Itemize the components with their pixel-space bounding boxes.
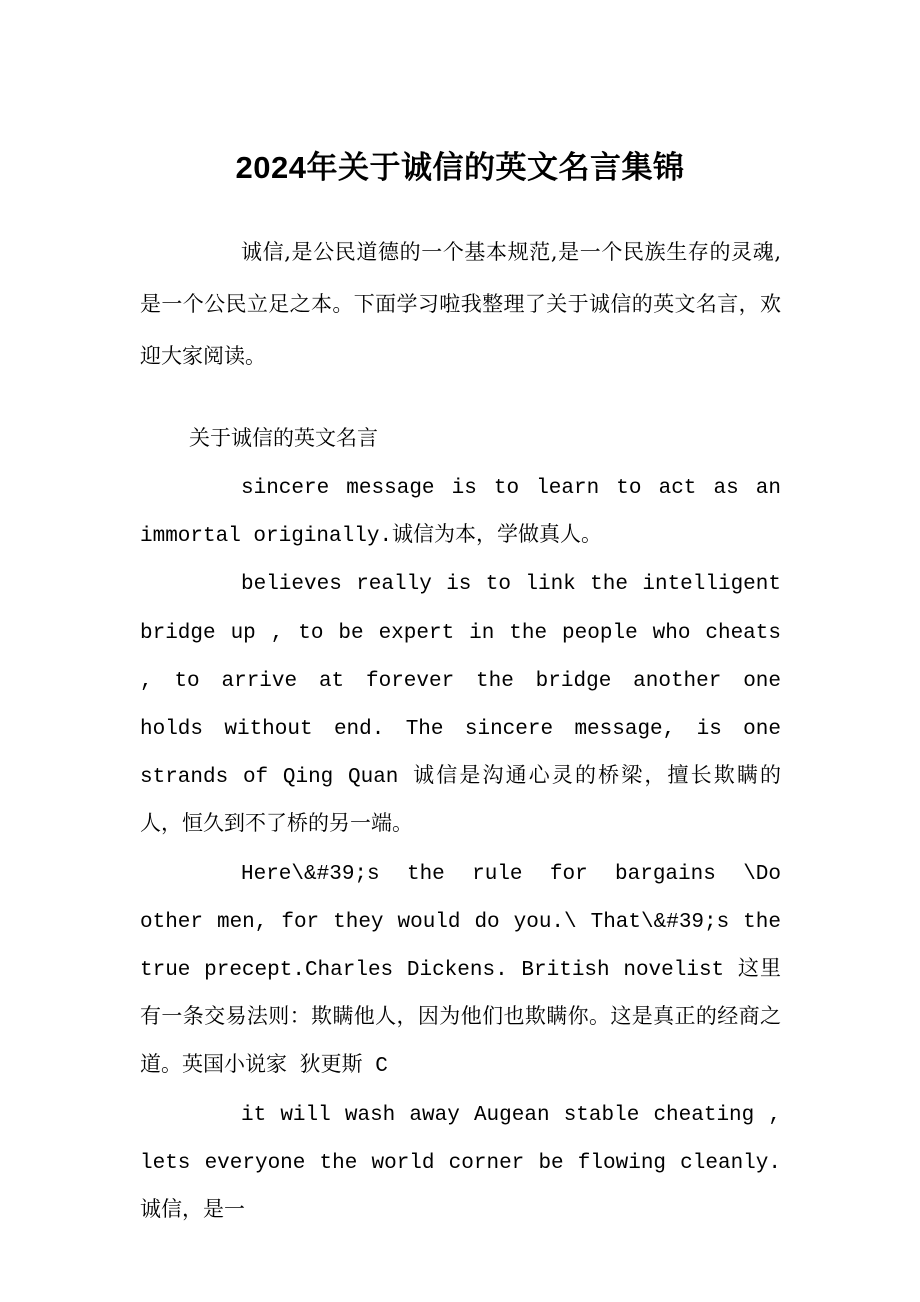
quotes-list: [140, 465, 781, 1236]
intro-paragraph: 诚信,是公民道德的一个基本规范,是一个民族生存的灵魂,是一个公民立足之本。下面学习啦我整理了关于诚信的英文名言，欢迎大家阅读。: [140, 240, 781, 368]
document-title: 2024年关于诚信的英文名言集锦: [235, 150, 685, 185]
quote-paragraph-4: it will wash away Augean stable cheating , lets everyone the world corner be flowing cleanly.诚信，是一: [140, 1103, 781, 1224]
quote-paragraph-3: Here\&#39;s the rule for bargains \Do other men, for they would do you.\ That\&#39;s the true precept.Charles Dickens. British novelist 这里有一条交易法则：欺瞒他人，因为他们也欺瞒你。这是真正的经商之道。英国小说家 狄更斯 C: [140, 862, 781, 1079]
quote-paragraph-2: believes really is to link the intelligent bridge up , to be expert in the people who cheats , to arrive at forever the bridge another one holds without end. The sincere message, is one strands of Qing Quan 诚信是沟通心灵的桥梁，擅长欺瞒的人，恒久到不了桥的另一端。: [140, 573, 781, 838]
section-heading: 关于诚信的英文名言: [189, 426, 378, 450]
quote-paragraph-1: sincere message is to learn to act as an immortal originally.诚信为本，学做真人。: [140, 477, 781, 549]
